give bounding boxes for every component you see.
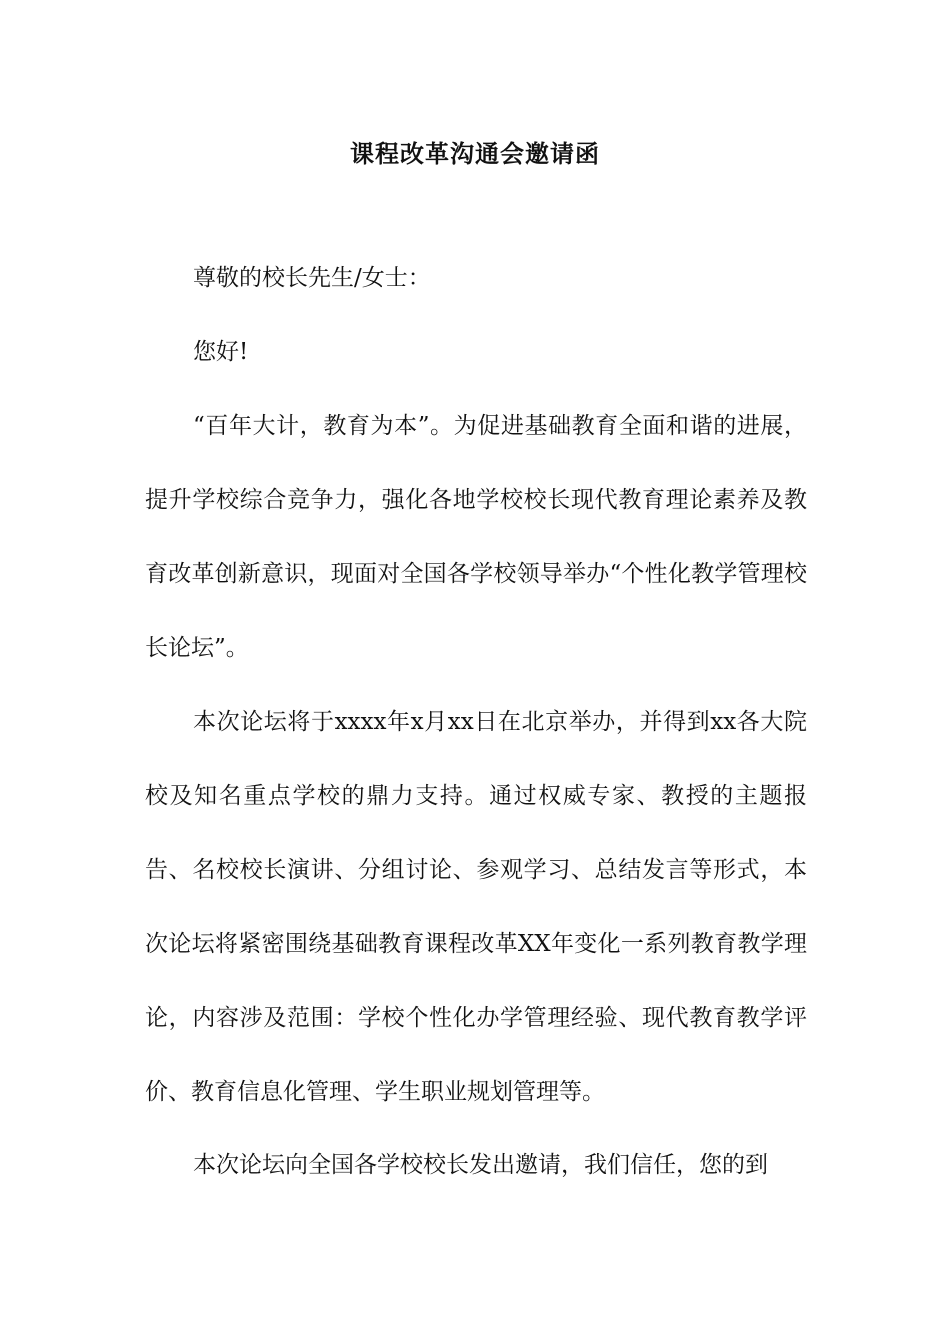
paragraph-purpose: “百年大计，教育为本”。为促进基础教育全面和谐的进展，提升学校综合竞争力，强化各地学校校长现代教育理论素养及教育改革创新意识，现面对全国各学校领导举办“个性化教学管理校长论坛”。 — [145, 413, 807, 661]
paragraph-invitation: 本次论坛向全国各学校校长发出邀请，我们信任，您的到 — [193, 1152, 768, 1178]
paragraph-forum-details: 本次论坛将于xxxx年x月xx日在北京举办，并得到xx各大院校及知名重点学校的鼎力支持。通过权威专家、教授的主题报告、名校校长演讲、分组讨论、参观学习、总结发言等形式，本次论坛将紧密围绕基础教育课程改革XX年变化一系列教育教学理论，内容涉及范围：学校个性化办学管理经验、现代教育教学评价、教育信息化管理、学生职业规划管理等。 — [145, 709, 807, 1105]
greeting: 您好! — [193, 339, 249, 365]
document-title: 课程改革沟通会邀请函 — [350, 139, 600, 168]
salutation: 尊敬的校长先生/女士： — [193, 265, 431, 291]
